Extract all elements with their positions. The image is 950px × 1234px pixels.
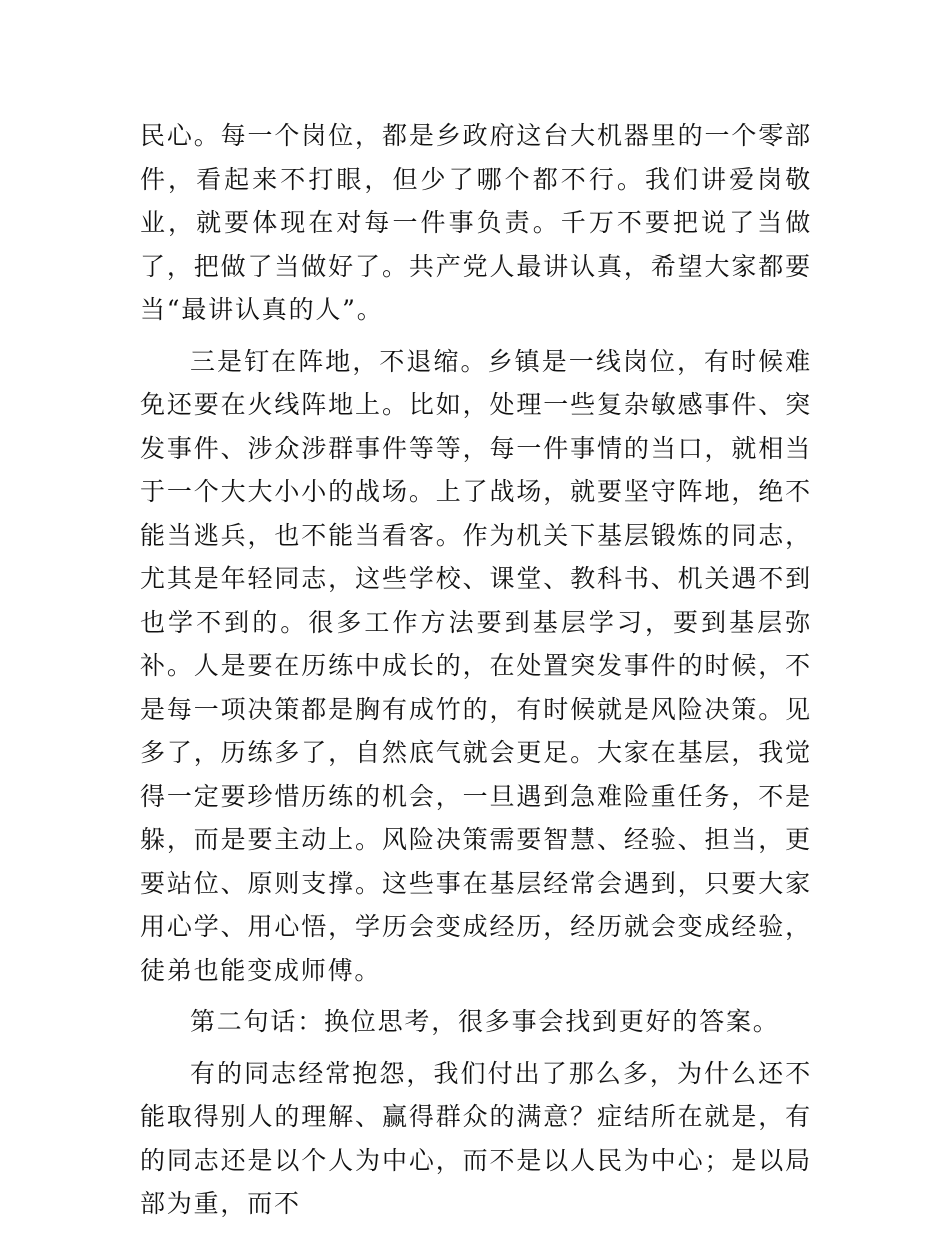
paragraph-2: 三是钉在阵地，不退缩。乡镇是一线岗位，有时候难免还要在火线阵地上。比如，处理一些复杂敏感事件、突发事件、涉众涉群事件等等，每一件事情的当口，就相当于一个大大小小的战场。上了战场，就要坚守阵地，绝不能当逃兵，也不能当看客。作为机关下基层锻炼的同志，尤其是年轻同志，这些学校、课堂、教科书、机关遇不到也学不到的。很多工作方法要到基层学习，要到基层弥补。人是要在历练中成长的，在处置突发事件的时候，不是每一项决策都是胸有成竹的，有时候就是风险决策。见多了，历练多了，自然底气就会更足。大家在基层，我觉得一定要珍惜历练的机会，一旦遇到急难险重任务，不是躲，而是要主动上。风险决策需要智慧、经验、担当，更要站位、原则支撑。这些事在基层经常会遇到，只要大家用心学、用心悟，学历会变成经历，经历就会变成经验，徒弟也能变成师傅。 bbox=[140, 346, 812, 985]
document-body bbox=[140, 114, 812, 1234]
paragraph-1: 民心。每一个岗位，都是乡政府这台大机器里的一个零部件，看起来不打眼，但少了哪个都不行。我们讲爱岗敬业，就要体现在对每一件事负责。千万不要把说了当做了，把做了当做好了。共产党人最讲认真，希望大家都要当“最讲认真的人”。 bbox=[140, 121, 812, 324]
paragraph-3-heading: 第二句话：换位思考，很多事会找到更好的答案。 bbox=[190, 1007, 780, 1036]
paragraph-4: 有的同志经常抱怨，我们付出了那么多，为什么还不能取得别人的理解、赢得群众的满意？症结所在就是，有的同志还是以个人为中心，而不是以人民为中心；是以局部为重，而不 bbox=[140, 1058, 812, 1218]
